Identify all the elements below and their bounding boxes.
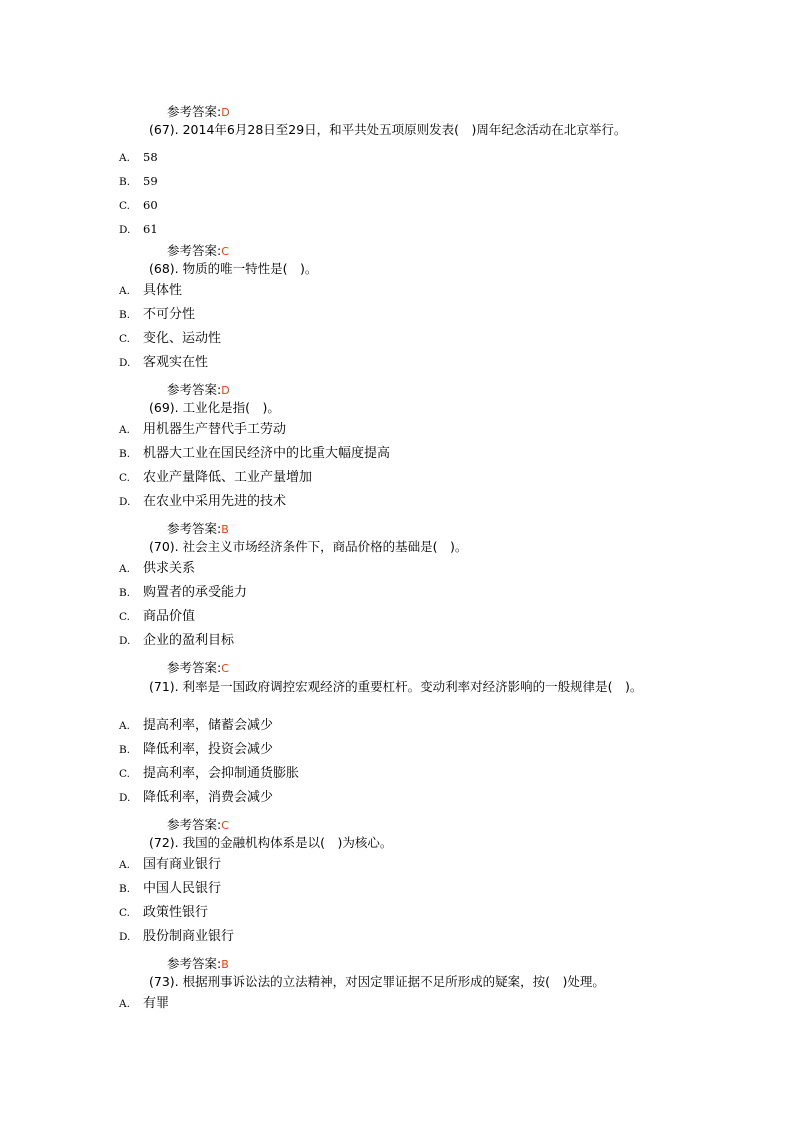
option-key: B. <box>119 176 131 188</box>
option-text: 农业产量降低、工业产量增加 <box>143 470 313 485</box>
option-key: A. <box>119 424 130 436</box>
option-text: 机器大工业在国民经济中的比重大幅度提高 <box>143 446 391 461</box>
answer-letter: D <box>221 106 230 119</box>
option-text: 商品价值 <box>143 609 196 624</box>
option-text: 60 <box>143 198 158 212</box>
option-a <box>119 422 286 438</box>
option-key: D. <box>119 224 131 236</box>
option-key: C. <box>119 907 130 919</box>
answer-line <box>167 660 229 677</box>
option-c <box>119 470 312 486</box>
option-key: C. <box>119 333 130 345</box>
option-key: B. <box>119 448 131 460</box>
answer-letter: B <box>221 958 229 971</box>
option-text: 变化、运动性 <box>143 331 222 346</box>
option-text: 政策性银行 <box>143 905 209 920</box>
question-text: (72). 我国的金融机构体系是以( )为核心。 <box>149 835 393 850</box>
option-key: A. <box>119 152 130 164</box>
option-a <box>119 561 195 577</box>
option-c <box>119 905 208 921</box>
option-b <box>119 446 390 462</box>
option-b <box>119 742 273 758</box>
option-key: C. <box>119 200 130 212</box>
answer-label: 参考答案: <box>167 521 222 536</box>
option-key: B. <box>119 744 131 756</box>
question-text: (71). 利率是一国政府调控宏观经济的重要杠杆。变动利率对经济影响的一般规律是( )。 <box>149 679 643 694</box>
option-text: 具体性 <box>143 283 183 298</box>
option-key: D. <box>119 931 131 943</box>
question-text: (67). 2014年6月28日至29日，和平共处五项原则发表( )周年纪念活动在北京举行。 <box>149 122 627 137</box>
answer-letter: D <box>221 384 230 397</box>
answer-line <box>167 956 229 973</box>
option-text: 企业的盈利目标 <box>143 633 235 648</box>
option-key: A. <box>119 563 130 575</box>
option-key: C. <box>119 472 130 484</box>
option-d <box>119 494 286 510</box>
answer-label: 参考答案: <box>167 956 222 971</box>
answer-label: 参考答案: <box>167 817 222 832</box>
answer-letter: B <box>221 523 229 536</box>
answer-line <box>167 817 229 834</box>
answer-label: 参考答案: <box>167 104 222 119</box>
option-b <box>119 585 247 601</box>
option-d <box>119 221 158 238</box>
option-key: B. <box>119 587 131 599</box>
answer-line <box>167 104 230 121</box>
option-key: C. <box>119 768 130 780</box>
option-text: 降低利率，投资会减少 <box>143 742 274 757</box>
option-a <box>119 283 182 299</box>
option-key: D. <box>119 635 131 647</box>
option-key: A. <box>119 998 130 1010</box>
option-key: A. <box>119 720 130 732</box>
option-key: A. <box>119 285 130 297</box>
option-a <box>119 996 169 1012</box>
option-text: 有罪 <box>143 996 170 1011</box>
option-b <box>119 307 195 323</box>
option-text: 股份制商业银行 <box>143 929 235 944</box>
question-text: (73). 根据刑事诉讼法的立法精神，对因定罪证据不足所形成的疑案，按( )处理。 <box>149 974 605 989</box>
answer-letter: C <box>221 662 229 675</box>
option-key: D. <box>119 496 131 508</box>
answer-line <box>167 521 229 538</box>
option-text: 59 <box>143 174 158 188</box>
question-text: (68). 物质的唯一特性是( )。 <box>149 261 318 276</box>
option-key: A. <box>119 859 130 871</box>
option-key: B. <box>119 309 131 321</box>
option-key: D. <box>119 357 131 369</box>
option-c <box>119 197 158 214</box>
option-b <box>119 173 158 190</box>
option-c <box>119 331 221 347</box>
option-b <box>119 881 221 897</box>
option-text: 供求关系 <box>143 561 196 576</box>
option-text: 在农业中采用先进的技术 <box>143 494 287 509</box>
option-c <box>119 766 299 782</box>
option-text: 购置者的承受能力 <box>143 585 248 600</box>
option-key: B. <box>119 883 131 895</box>
answer-letter: C <box>221 819 229 832</box>
answer-label: 参考答案: <box>167 660 222 675</box>
option-text: 用机器生产替代手工劳动 <box>143 422 287 437</box>
option-c <box>119 609 195 625</box>
answer-label: 参考答案: <box>167 382 222 397</box>
option-d <box>119 633 234 649</box>
answer-letter: C <box>221 245 229 258</box>
question-text: (69). 工业化是指( )。 <box>149 400 280 415</box>
question-text: (70). 社会主义市场经济条件下，商品价格的基础是( )。 <box>149 539 468 554</box>
option-d <box>119 790 273 806</box>
option-a <box>119 718 273 734</box>
option-text: 国有商业银行 <box>143 857 222 872</box>
option-text: 58 <box>143 150 158 164</box>
answer-line <box>167 243 229 260</box>
option-text: 客观实在性 <box>143 355 209 370</box>
option-d <box>119 929 234 945</box>
option-text: 提高利率，储蓄会减少 <box>143 718 274 733</box>
option-text: 不可分性 <box>143 307 196 322</box>
option-text: 61 <box>143 222 158 236</box>
option-text: 提高利率，会抑制通货膨胀 <box>143 766 300 781</box>
option-key: D. <box>119 792 131 804</box>
option-text: 中国人民银行 <box>143 881 222 896</box>
option-a <box>119 149 158 166</box>
option-text: 降低利率，消费会减少 <box>143 790 274 805</box>
option-d <box>119 355 208 371</box>
answer-line <box>167 382 230 399</box>
option-key: C. <box>119 611 130 623</box>
answer-label: 参考答案: <box>167 243 222 258</box>
option-a <box>119 857 221 873</box>
